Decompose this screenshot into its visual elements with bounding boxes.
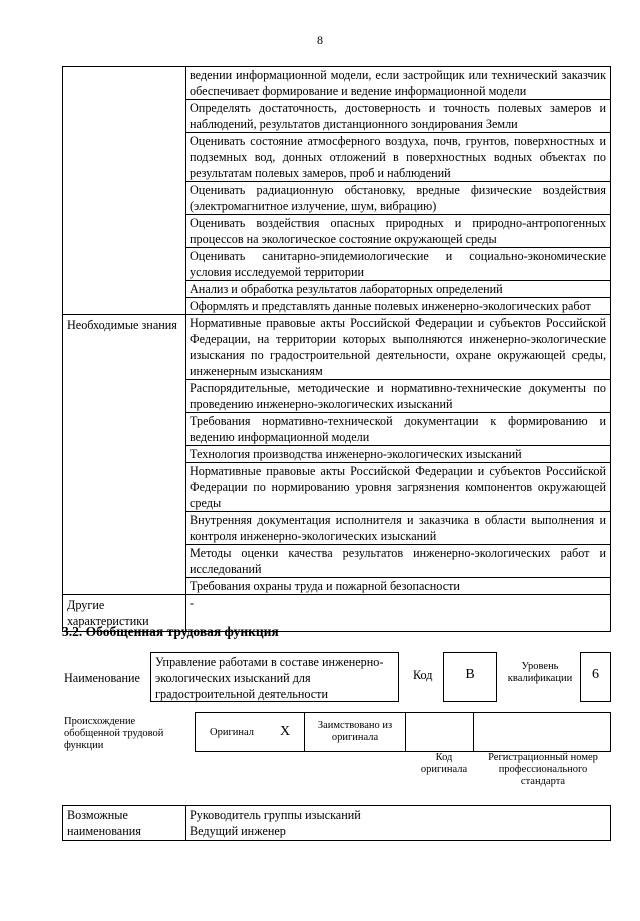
knowledge-item: Нормативные правовые акты Российской Федерации и субъектов Российской Федерации по нормированию уровня загрязнения компонентов окружающей среды — [186, 463, 611, 512]
titles-label: Возможные наименования — [63, 806, 186, 841]
knowledge-label: Необходимые знания — [63, 315, 186, 595]
competency-table — [62, 66, 611, 632]
code-box — [443, 652, 497, 702]
skill-item: Оформлять и представлять данные полевых инженерно-экологических работ — [186, 298, 611, 315]
other-value: - — [186, 595, 611, 632]
borrowed-label: Заимствовано из оригинала — [317, 720, 393, 743]
possible-titles-table — [62, 805, 611, 841]
knowledge-item: Технология производства инженерно-экологических изысканий — [186, 446, 611, 463]
knowledge-item: Внутренняя документация исполнителя и заказчика в области выполнения и контроля инженерно-экологических изысканий — [186, 512, 611, 545]
table-row — [63, 806, 611, 841]
table-row — [63, 315, 611, 380]
original-label: Оригинал — [210, 727, 254, 738]
knowledge-item: Нормативные правовые акты Российской Федерации и субъектов Российской Федерации, на территории которых выполняются инженерно-экологические изыскания по градостроительной деятельности, охране окружающей среды, инженерным изысканиям — [186, 315, 611, 380]
regnum-caption: Регистрационный номер профессионального стандарта — [488, 752, 598, 787]
knowledge-item: Методы оценки качества результатов инженерно-экологических работ и исследований — [186, 545, 611, 578]
skill-item: Определять достаточность, достоверность и точность полевых замеров и наблюдений, результатов дистанционного зондирования Земли — [186, 100, 611, 133]
function-name-box — [150, 652, 399, 702]
skill-item: Анализ и обработка результатов лабораторных определений — [186, 281, 611, 298]
divider — [405, 713, 406, 751]
section-title: 3.2. Обобщенная трудовая функция — [62, 624, 279, 639]
original-mark: X — [280, 724, 291, 739]
function-name-label: Наименование — [64, 671, 140, 685]
level-label: Уровень квалификации — [507, 661, 573, 684]
function-name-value: Управление работами в составе инженерно-экологических изысканий для градостроительной деятельности — [155, 655, 384, 701]
origin-box — [195, 712, 611, 752]
divider — [304, 713, 305, 751]
titles-values — [186, 806, 611, 841]
code-value: В — [465, 667, 475, 682]
page-number: 8 — [317, 33, 323, 47]
knowledge-item: Распорядительные, методические и нормативно-технические документы по проведению инженерно-экологических изысканий — [186, 380, 611, 413]
skill-item: Оценивать санитарно-эпидемиологические и социально-экономические условия исследуемой территории — [186, 248, 611, 281]
title-item: Руководитель группы изысканий — [190, 808, 361, 822]
code-label: Код — [413, 668, 433, 682]
divider — [473, 713, 474, 751]
knowledge-item: Требования нормативно-технической документации к формированию и ведению информационной модели — [186, 413, 611, 446]
level-value: 6 — [592, 667, 599, 682]
level-box — [580, 652, 611, 702]
knowledge-item: Требования охраны труда и пожарной безопасности — [186, 578, 611, 595]
skills-label-cell — [63, 67, 186, 315]
code-caption: Код оригинала — [420, 752, 468, 775]
skill-item: Оценивать радиационную обстановку, вредные физические воздействия (электромагнитное излучение, шум, вибрацию) — [186, 182, 611, 215]
origin-label: Происхождение обобщенной трудовой функции — [64, 716, 164, 751]
skill-item: Оценивать состояние атмосферного воздуха, почв, грунтов, поверхностных и подземных вод, донных отложений в поверхностных водных объектах по результатам полевых замеров, проб и наблюдений — [186, 133, 611, 182]
table-row — [63, 67, 611, 100]
title-item: Ведущий инженер — [190, 824, 286, 838]
skill-item: Оценивать воздействия опасных природных и природно-антропогенных процессов на экологическое состояние окружающей среды — [186, 215, 611, 248]
skill-item: ведении информационной модели, если застройщик или технический заказчик обеспечивает формирование и ведение информационной модели — [186, 67, 611, 100]
other-label: Другие характеристики — [63, 595, 186, 632]
